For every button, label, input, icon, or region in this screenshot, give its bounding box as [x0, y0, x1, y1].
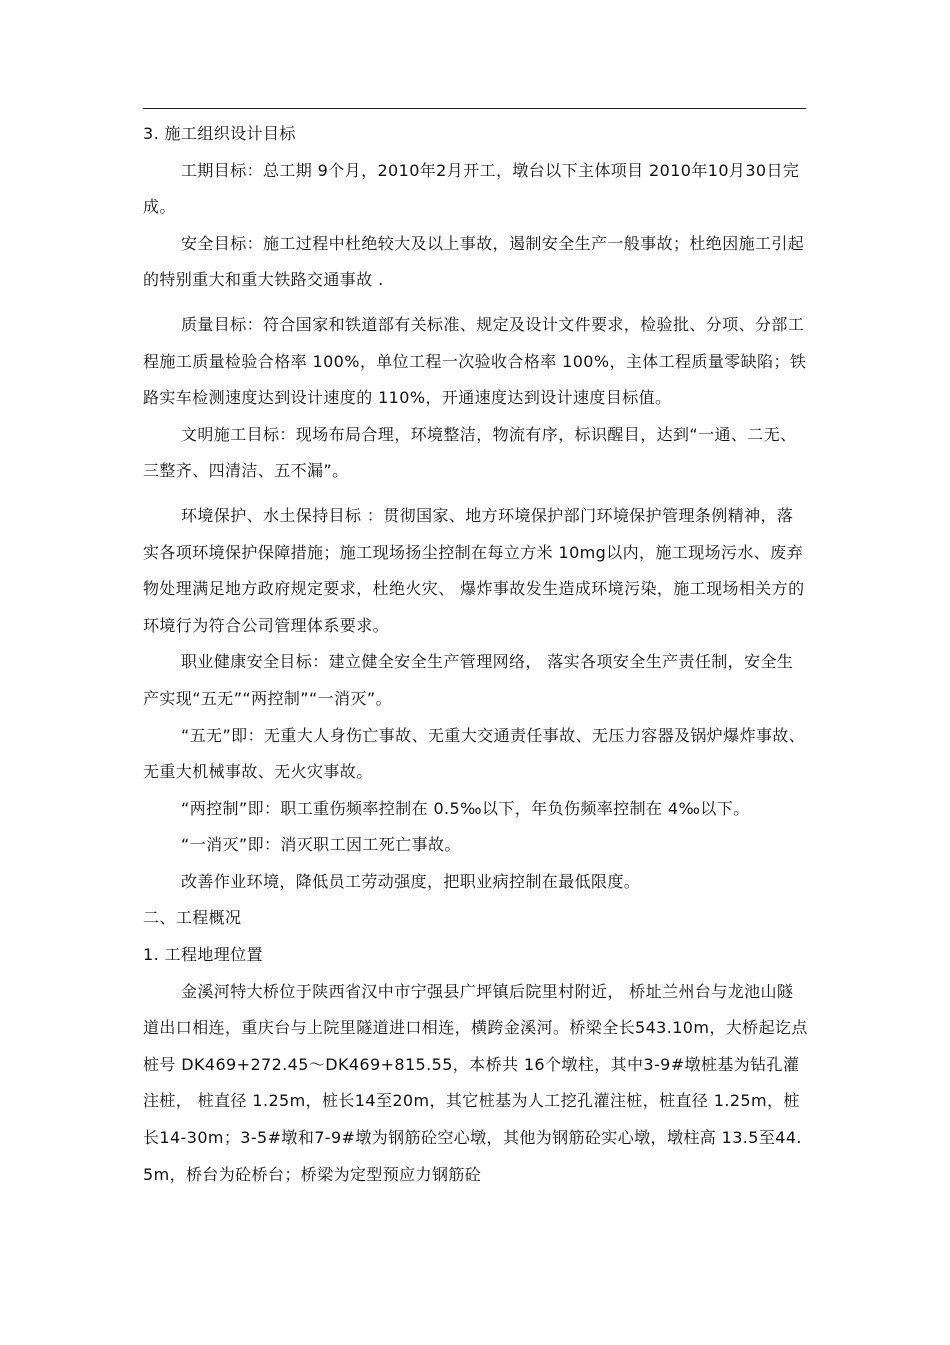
paragraph-one-eliminate: “一消灭”即：消灭职工因工死亡事故。	[181, 835, 461, 855]
paragraph-civilized-construction-goal: 文明施工目标：现场布局合理，环境整洁，物流有序，标识醒目，达到“一通、二无、三整齐、四清洁、五不漏”。	[143, 424, 797, 481]
paragraph-location: 金溪河特大桥位于陕西省汉中市宁强县广坪镇后院里村附近， 桥址兰州台与龙池山隧道出口相连，重庆台与上院里隧道进口相连，横跨金溪河。桥梁全长543.10m，大桥起讫点桩号 DK469+272.45～DK469+815.55，本桥共 16个墩柱，其中3-9#墩桩基为钻孔灌注桩， 桩直径 1.25m，桩长14至20m，其它桩基为人工挖孔灌注桩，桩直径 1.25m，桩长14-30m；3-5#墩和7-9#墩为钢筋砼空心墩，其他为钢筋砼实心墩，墩柱高 13.5至44.5m，桥台为砼桥台；桥梁为定型预应力钢筋砼	[143, 981, 808, 1184]
paragraph-five-none: “五无”即：无重大人身伤亡事故、无重大交通责任事故、无压力容器及锅炉爆炸事故、无重大机械事故、无火灾事故。	[143, 725, 806, 782]
paragraph-improve-environment: 改善作业环境，降低员工劳动强度，把职业病控制在最低限度。	[181, 871, 641, 891]
paragraph-quality-goal: 质量目标：符合国家和铁道部有关标准、规定及设计文件要求，检验批、分项、分部工程施工质量检验合格率 100%，单位工程一次验收合格率 100%，主体工程质量零缺陷；铁路实车检测速度达到设计速度的 110%，开通速度达到设计速度目标值。	[143, 314, 807, 408]
paragraph-safety-goal: 安全目标：施工过程中杜绝较大及以上事故，遏制安全生产一般事故；杜绝因施工引起的特别重大和重大铁路交通事故 .	[143, 233, 805, 290]
section-heading-goals: 3. 施工组织设计目标	[143, 124, 296, 143]
paragraph-schedule-goal: 工期目标：总工期 9个月，2010年2月开工，墩台以下主体项目 2010年10月30日完成。	[143, 160, 800, 217]
subsection-heading-location: 1. 工程地理位置	[143, 945, 263, 965]
document-body	[143, 116, 809, 1193]
paragraph-two-control: “两控制”即：职工重伤频率控制在 0.5‰以下，年负伤频率控制在 4‰以下。	[181, 798, 750, 818]
header-rule	[143, 108, 806, 109]
paragraph-environment-goal: 环境保护、水土保持目标 ：贯彻国家、地方环境保护部门环境保护管理条例精神，落实各项环境保护保障措施；施工现场扬尘控制在每立方米 10mg以内，施工现场污水、废弃物处理满足地方政府规定要求，杜绝火灾、 爆炸事故发生造成环境污染，施工现场相关方的环境行为符合公司管理体系要求。	[143, 505, 805, 635]
section-heading-overview: 二、工程概况	[143, 908, 242, 928]
paragraph-health-safety-goal: 职业健康安全目标：建立健全安全生产管理网络， 落实各项安全生产责任制，安全生产实现“五无”“两控制”“一消灭”。	[143, 652, 794, 708]
